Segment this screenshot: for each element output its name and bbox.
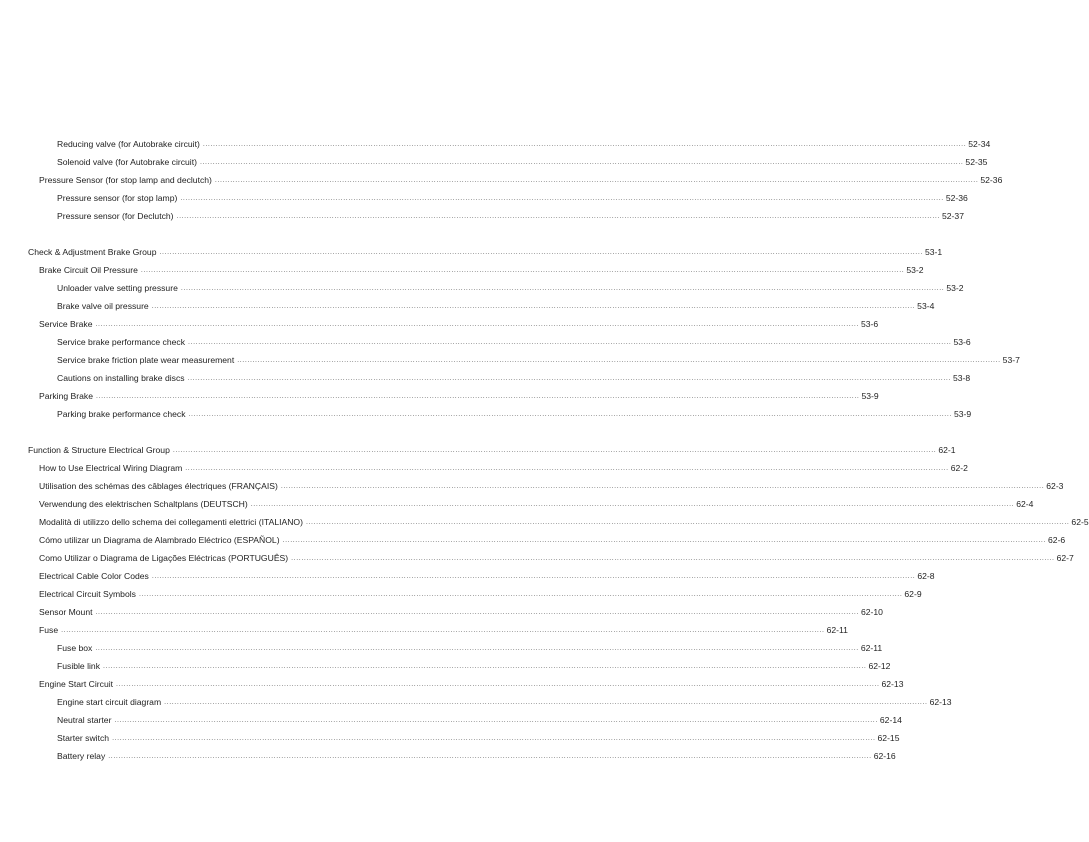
dot-leader: ............................................................................................................................................................................................................................................................................................................ [108, 753, 872, 760]
dot-leader: ............................................................................................................................................................................................................................................................................................................ [138, 591, 903, 598]
dot-leader: ............................................................................................................................................................................................................................................................................................................ [159, 249, 923, 256]
toc-entry[interactable] [39, 174, 1003, 186]
toc-entry[interactable] [57, 138, 991, 150]
toc-entry[interactable] [39, 588, 922, 600]
dot-leader: ............................................................................................................................................................................................................................................................................................................ [176, 213, 940, 220]
toc-entry-page-number: 62-8 [917, 571, 935, 581]
toc-entry-page-number: 62-13 [929, 697, 952, 707]
toc-entry-page-number: 53-2 [946, 283, 964, 293]
toc-entry-title: Battery relay [57, 751, 106, 761]
toc-entry-page-number: 62-9 [904, 589, 922, 599]
dot-leader: ............................................................................................................................................................................................................................................................................................................ [305, 519, 1070, 526]
dot-leader: ............................................................................................................................................................................................................................................................................................................ [95, 609, 859, 616]
toc-entry-title: Como Utilizar o Diagrama de Ligações Eléctricas (PORTUGUÊS) [39, 553, 289, 563]
toc-entry-title: Utilisation des schémas des câblages électriques (FRANÇAIS) [39, 481, 278, 491]
dot-leader: ............................................................................................................................................................................................................................................................................................................ [237, 357, 1001, 364]
dot-leader: ............................................................................................................................................................................................................................................................................................................ [151, 573, 916, 580]
toc-entry-page-number: 62-10 [860, 607, 883, 617]
toc-entry-title: Service Brake [39, 319, 93, 329]
dot-leader: ............................................................................................................................................................................................................................................................................................................ [112, 735, 876, 742]
toc-entry-title: Fuse box [57, 643, 93, 653]
toc-entry[interactable] [39, 498, 1034, 510]
toc-entry-page-number: 62-6 [1048, 535, 1066, 545]
toc-entry-title: Service brake friction plate wear measurement [57, 355, 235, 365]
toc-entry[interactable] [39, 606, 883, 618]
toc-entry[interactable] [57, 300, 935, 312]
dot-leader: ............................................................................................................................................................................................................................................................................................................ [95, 321, 859, 328]
toc-entry-title: Brake Circuit Oil Pressure [39, 265, 138, 275]
toc-entry-page-number: 52-37 [942, 211, 964, 221]
toc-entry-page-number: 53-4 [917, 301, 935, 311]
toc-entry[interactable] [39, 552, 1074, 564]
toc-entry-page-number: 62-11 [860, 643, 883, 653]
toc-entry-title: Pressure sensor (for Declutch) [57, 211, 174, 221]
toc-entry[interactable] [57, 210, 964, 222]
toc-entry-page-number: 62-4 [1016, 499, 1034, 509]
toc-entry[interactable] [57, 336, 971, 348]
toc-entry[interactable] [39, 480, 1064, 492]
toc-entry-title: Starter switch [57, 733, 110, 743]
toc-entry[interactable] [39, 318, 879, 330]
toc-entry-title: Check & Adjustment Brake Group [28, 247, 157, 257]
toc-entry-title: Solenoid valve (for Autobrake circuit) [57, 157, 197, 167]
toc-entry-page-number: 53-2 [906, 265, 924, 275]
toc-entry-page-number: 62-12 [868, 661, 891, 671]
toc-entry[interactable] [57, 732, 900, 744]
toc-entry-page-number: 53-8 [953, 373, 971, 383]
toc-entry[interactable] [57, 156, 988, 168]
toc-entry[interactable] [57, 696, 952, 708]
toc-entry-page-number: 62-14 [879, 715, 902, 725]
toc-entry-title: Parking Brake [39, 391, 93, 401]
toc-entry-title: Fuse [39, 625, 59, 635]
toc-entry-title: Sensor Mount [39, 607, 93, 617]
toc-entry[interactable] [39, 570, 935, 582]
toc-entry-title: Unloader valve setting pressure [57, 283, 178, 293]
toc-entry-title: Fusible link [57, 661, 100, 671]
toc-entry-page-number: 52-35 [965, 157, 988, 167]
dot-leader: ............................................................................................................................................................................................................................................................................................................ [95, 393, 860, 400]
dot-leader: ............................................................................................................................................................................................................................................................................................................ [151, 303, 916, 310]
toc-entry-page-number: 53-6 [953, 337, 971, 347]
toc-entry[interactable] [57, 354, 1020, 366]
toc-entry[interactable] [39, 678, 904, 690]
toc-entry-page-number: 52-36 [945, 193, 968, 203]
toc-entry-title: Cautions on installing brake discs [57, 373, 185, 383]
toc-entry-title: Function & Structure Electrical Group [28, 445, 170, 455]
toc-entry-page-number: 53-7 [1002, 355, 1020, 365]
toc-entry-title: Electrical Circuit Symbols [39, 589, 136, 599]
dot-leader: ............................................................................................................................................................................................................................................................................................................ [187, 375, 951, 382]
toc-entry-title: Verwendung des elektrischen Schaltplans (DEUTSCH) [39, 499, 248, 509]
toc-entry-page-number: 52-34 [968, 139, 991, 149]
toc-entry-title: Pressure sensor (for stop lamp) [57, 193, 178, 203]
dot-leader: ............................................................................................................................................................................................................................................................................................................ [103, 663, 867, 670]
dot-leader: ............................................................................................................................................................................................................................................................................................................ [116, 681, 880, 688]
toc-entry-page-number: 53-6 [860, 319, 879, 329]
toc-entry[interactable] [39, 534, 1066, 546]
toc-entry-page-number: 53-9 [861, 391, 879, 401]
toc-entry[interactable] [57, 282, 964, 294]
toc-entry-title: Service brake performance check [57, 337, 186, 347]
toc-entry-page-number: 62-1 [938, 445, 956, 455]
dot-leader: ............................................................................................................................................................................................................................................................................................................ [140, 267, 905, 274]
toc-entry-title: Engine Start Circuit [39, 679, 114, 689]
toc-entry[interactable] [57, 372, 971, 384]
toc-entry[interactable] [39, 624, 848, 636]
toc-entry-page-number: 62-3 [1046, 481, 1064, 491]
dot-leader: ............................................................................................................................................................................................................................................................................................................ [291, 555, 1055, 562]
dot-leader: ............................................................................................................................................................................................................................................................................................................ [114, 717, 878, 724]
toc-entry-title: Parking brake performance check [57, 409, 186, 419]
toc-entry[interactable] [57, 408, 972, 420]
toc-entry-page-number: 52-36 [980, 175, 1003, 185]
dot-leader: ............................................................................................................................................................................................................................................................................................................ [61, 627, 825, 634]
toc-entry[interactable] [28, 444, 956, 456]
toc-entry[interactable] [28, 246, 943, 258]
toc-entry[interactable] [57, 192, 968, 204]
dot-leader: ............................................................................................................................................................................................................................................................................................................ [282, 537, 1047, 544]
toc-entry-page-number: 53-9 [953, 409, 972, 419]
toc-entry[interactable] [39, 516, 1089, 528]
toc-entry-title: Pressure Sensor (for stop lamp and declutch) [39, 175, 212, 185]
toc-entry[interactable] [57, 714, 902, 726]
toc-entry-page-number: 62-15 [877, 733, 900, 743]
toc-entry-page-number: 62-7 [1056, 553, 1074, 563]
toc-entry-page-number: 62-13 [881, 679, 904, 689]
toc-entry-title: Brake valve oil pressure [57, 301, 149, 311]
toc-entry-title: Modalità di utilizzo dello schema dei collegamenti elettrici (ITALIANO) [39, 517, 303, 527]
dot-leader: ............................................................................................................................................................................................................................................................................................................ [185, 465, 949, 472]
toc-entry[interactable] [39, 264, 924, 276]
dot-leader: ............................................................................................................................................................................................................................................................................................................ [164, 699, 928, 706]
dot-leader: ............................................................................................................................................................................................................................................................................................................ [180, 285, 945, 292]
toc-entry[interactable] [39, 462, 968, 474]
toc-entry-title: Engine start circuit diagram [57, 697, 162, 707]
toc-entry-page-number: 62-11 [826, 625, 848, 635]
toc-entry[interactable] [57, 642, 883, 654]
toc-entry-title: How to Use Electrical Wiring Diagram [39, 463, 183, 473]
toc-entry-title: Cómo utilizar un Diagrama de Alambrado Eléctrico (ESPAÑOL) [39, 535, 280, 545]
toc-entry-title: Reducing valve (for Autobrake circuit) [57, 139, 200, 149]
dot-leader: ............................................................................................................................................................................................................................................................................................................ [280, 483, 1045, 490]
dot-leader: ............................................................................................................................................................................................................................................................................................................ [250, 501, 1015, 508]
dot-leader: ............................................................................................................................................................................................................................................................................................................ [202, 141, 967, 148]
toc-entry-page-number: 62-5 [1071, 517, 1089, 527]
toc-entry[interactable] [57, 750, 896, 762]
toc-entry-title: Neutral starter [57, 715, 112, 725]
toc-entry-page-number: 62-2 [950, 463, 968, 473]
dot-leader: ............................................................................................................................................................................................................................................................................................................ [188, 339, 952, 346]
dot-leader: ............................................................................................................................................................................................................................................................................................................ [95, 645, 859, 652]
dot-leader: ............................................................................................................................................................................................................................................................................................................ [214, 177, 979, 184]
dot-leader: ............................................................................................................................................................................................................................................................................................................ [172, 447, 937, 454]
dot-leader: ............................................................................................................................................................................................................................................................................................................ [188, 411, 952, 418]
toc-entry-page-number: 53-1 [924, 247, 943, 257]
dot-leader: ............................................................................................................................................................................................................................................................................................................ [180, 195, 944, 202]
toc-entry[interactable] [39, 390, 879, 402]
toc-entry-page-number: 62-16 [873, 751, 896, 761]
toc-entry-title: Electrical Cable Color Codes [39, 571, 149, 581]
dot-leader: ............................................................................................................................................................................................................................................................................................................ [199, 159, 964, 166]
toc-entry[interactable] [57, 660, 891, 672]
